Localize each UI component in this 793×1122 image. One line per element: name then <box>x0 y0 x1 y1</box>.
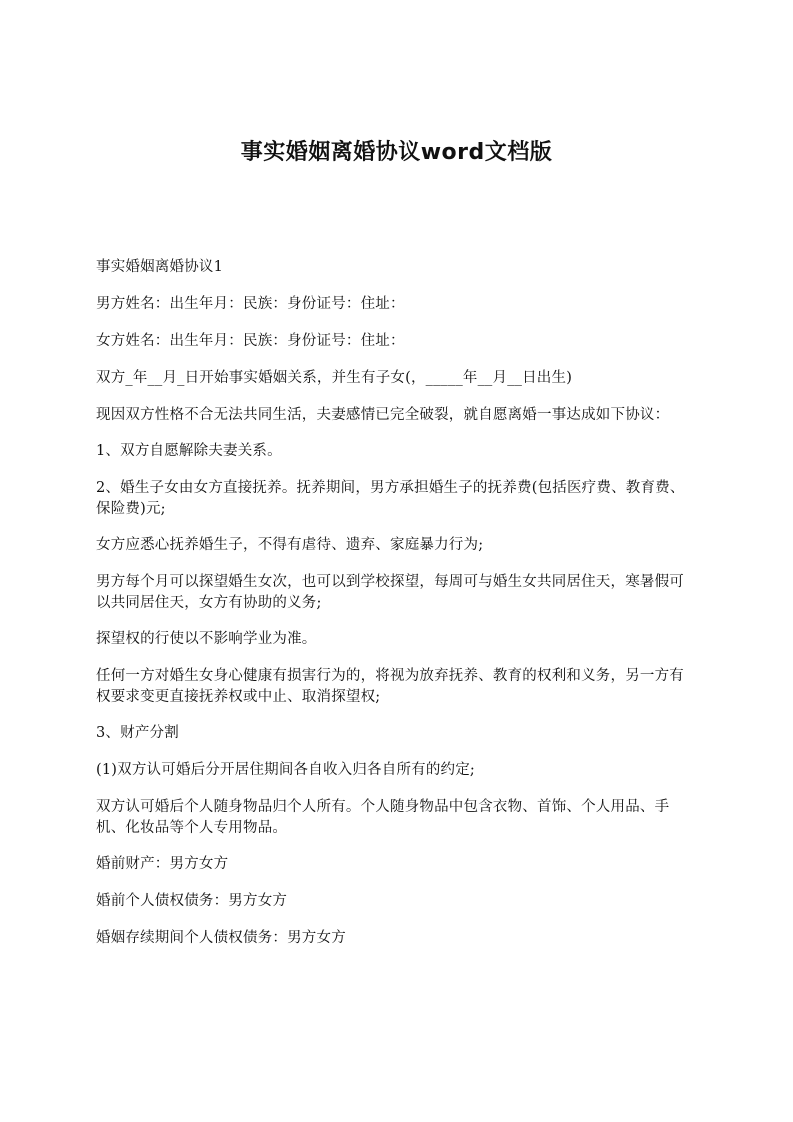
paragraph-premarital-debts: 婚前个人债权债务：男方女方 <box>96 893 288 909</box>
paragraph-visitation: 男方每个月可以探望婚生女次，也可以到学校探望，每周可与婚生女共同居住天，寒暑假可以共同居住天，女方有协助的义务; <box>96 574 684 611</box>
paragraph-personal-items: 双方认可婚后个人随身物品归个人所有。个人随身物品中包含衣物、首饰、个人用品、手机、化妆品等个人专用物品。 <box>96 799 670 836</box>
paragraph-relationship-start: 双方_年__月_日开始事实婚姻关系，并生有子女(，_____年__月__日出生) <box>96 370 573 386</box>
paragraph-harm-clause: 任何一方对婚生女身心健康有损害行为的，将视为放弃抚养、教育的权利和义务，另一方有权要求变更直接抚养权或中止、取消探望权; <box>96 668 684 705</box>
paragraph-care-duty: 女方应悉心抚养婚生子，不得有虐待、遗弃、家庭暴力行为; <box>96 537 484 553</box>
paragraph-clause-3: 3、财产分割 <box>96 725 179 741</box>
paragraph-clause-1: 1、双方自愿解除夫妻关系。 <box>96 443 282 459</box>
paragraph-clause-2: 2、婚生子女由女方直接抚养。抚养期间，男方承担婚生子的抚养费(包括医疗费、教育费、保险费)元; <box>96 480 685 517</box>
paragraph-reason: 现因双方性格不合无法共同生活，夫妻感情已完全破裂，就自愿离婚一事达成如下协议： <box>96 407 670 423</box>
paragraph-property-1: (1)双方认可婚后分开居住期间各自收入归各自所有的约定; <box>96 762 476 778</box>
paragraph-female-info: 女方姓名：出生年月：民族：身份证号：住址： <box>96 333 405 349</box>
paragraph-visitation-limit: 探望权的行使以不影响学业为准。 <box>96 631 317 647</box>
document-title: 事实婚姻离婚协议word文档版 <box>240 140 553 165</box>
paragraph-premarital-property: 婚前财产：男方女方 <box>96 856 229 872</box>
paragraph-agreement-heading: 事实婚姻离婚协议1 <box>96 259 224 275</box>
paragraph-marital-debts: 婚姻存续期间个人债权债务：男方女方 <box>96 930 346 946</box>
paragraph-male-info: 男方姓名：出生年月：民族：身份证号：住址： <box>96 296 405 312</box>
document-body <box>96 257 696 965</box>
